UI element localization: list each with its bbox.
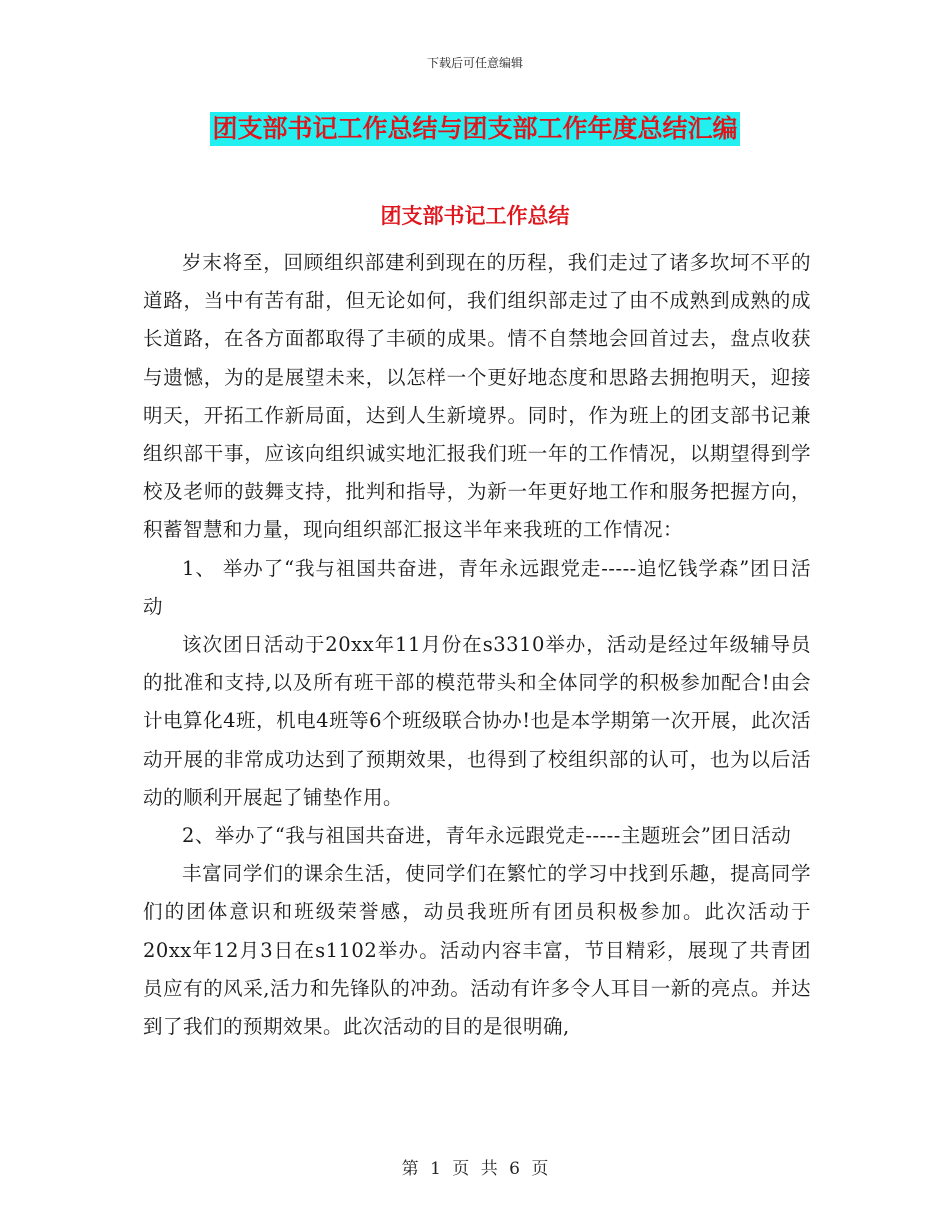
paragraph-intro: 岁末将至，回顾组织部建利到现在的历程，我们走过了诸多坎坷不平的道路，当中有苦有甜，但无论如何，我们组织部走过了由不成熟到成熟的成长道路，在各方面都取得了丰硕的成果。情不自禁地会回首过去，盘点收获与遗憾，为的是展望未来，以怎样一个更好地态度和思路去拥抱明天，迎接明天，开拓工作新局面，达到人生新境界。同时，作为班上的团支部书记兼组织部干事，应该向组织诚实地汇报我们班一年的工作情况，以期望得到学校及老师的鼓舞支持，批判和指导，为新一年更好地工作和服务把握方向，积蓄智慧和力量，现向组织部汇报这半年来我班的工作情况： [143, 251, 811, 542]
page-number-footer: 第 1 页 共 6 页 [401, 1159, 549, 1179]
paragraph-item-1-heading: 1、 举办了“我与祖国共奋进，青年永远跟党走-----追忆钱学森”团日活动 [143, 556, 811, 618]
paragraph-item-1-body: 该次团日活动于20xx年11月份在s3310举办，活动是经过年级辅导员的批准和支持,以及所有班干部的模范带头和全体同学的积极参加配合!由会计电算化4班，机电4班等6个班级联合协办!也是本学期第一次开展，此次活动开展的非常成功达到了预期效果，也得到了校组织部的认可，也为以后活动的顺利开展起了铺垫作用。 [143, 633, 811, 809]
page-header-note: 下载后可任意编辑 [426, 56, 523, 70]
document-title-container [0, 112, 950, 146]
paragraph-item-2-heading: 2、举办了“我与祖国共奋进，青年永远跟党走-----主题班会”团日活动 [182, 824, 792, 848]
document-body [143, 244, 811, 1046]
section-title: 团支部书记工作总结 [380, 204, 570, 228]
paragraph-item-2-body: 丰富同学们的课余生活，使同学们在繁忙的学习中找到乐趣，提高同学们的团体意识和班级荣誉感，动员我班所有团员积极参加。此次活动于20xx年12月3日在s1102举办。活动内容丰富，节目精彩，展现了共青团员应有的风采,活力和先锋队的冲劲。活动有许多令人耳目一新的亮点。并达到了我们的预期效果。此次活动的目的是很明确, [143, 862, 811, 1039]
document-title: 团支部书记工作总结与团支部工作年度总结汇编 [210, 112, 739, 146]
